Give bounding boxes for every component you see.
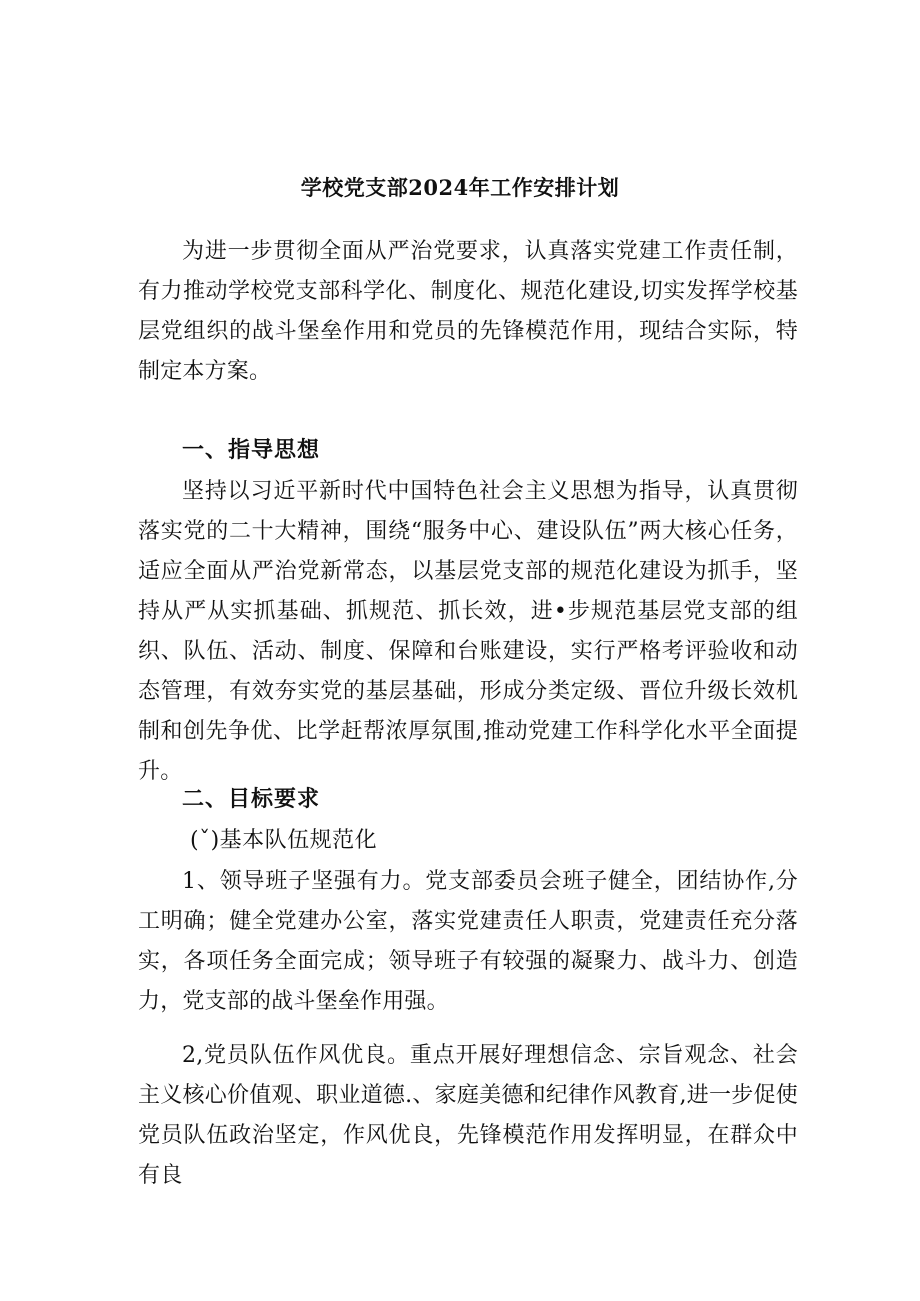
section-heading-goals: 二、目标要求 (182, 786, 321, 812)
item1-block (138, 862, 798, 1022)
subsection-heading: (ˇ)基本队伍规范化 (190, 828, 378, 853)
intro-paragraph-block (138, 232, 798, 392)
section-heading-guiding-ideology: 一、指导思想 (182, 437, 321, 463)
section1-body-block (138, 472, 798, 792)
document-title: 学校党支部2024年工作安排计划 (300, 175, 620, 200)
section1-paragraph: 坚持以习近平新时代中国特色社会主义思想为指导，认真贯彻落实党的二十大精神，围绕“服务中心、建设队伍”两大核心任务，适应全面从严治党新常态，以基层党支部的规范化建设为抓手，坚持从严从实抓基础、抓规范、抓长效，进•步规范基层党支部的组织、队伍、活动、制度、保障和台账建设，实行严格考评验收和动态管理，有效夯实党的基层基础，形成分类定级、晋位升级长效机制和创先争优、比学赶帮浓厚氛围,推动党建工作科学化水平全面提升。 (138, 479, 798, 784)
item2-paragraph: 2,党员队伍作风优良。重点开展好理想信念、宗旨观念、社会主义核心价值观、职业道德.、家庭美德和纪律作风教育,进一步促使党员队伍政治坚定，作风优良，先锋模范作用发挥明显，在群众中有良 (138, 1043, 798, 1188)
intro-paragraph: 为进一步贯彻全面从严治党要求，认真落实党建工作责任制，有力推动学校党支部科学化、制度化、规范化建设,切实发挥学校基层党组织的战斗堡垒作用和党员的先锋模范作用，现结合实际，特制定本方案。 (138, 239, 798, 384)
item2-block (138, 1036, 798, 1196)
item1-paragraph: 1、领导班子坚强有力。党支部委员会班子健全，团结协作,分工明确；健全党建办公室，落实党建责任人职责，党建责任充分落实，各项任务全面完成；领导班子有较强的凝聚力、战斗力、创造力，党支部的战斗堡垒作用强。 (138, 869, 798, 1014)
